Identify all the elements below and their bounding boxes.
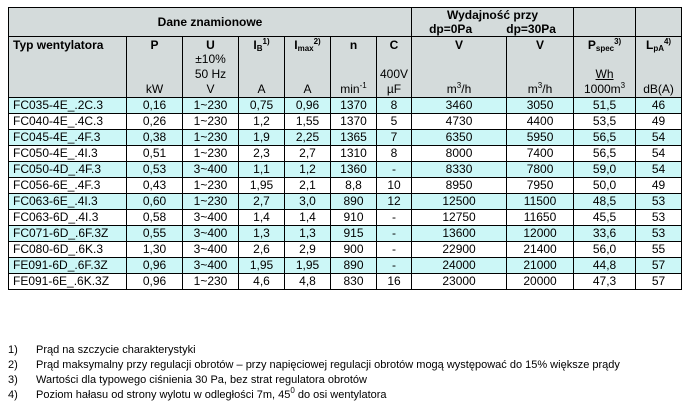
fan-spec-table: [8, 7, 682, 290]
cell-ib: 1,4: [239, 210, 285, 226]
cell-n: 1365: [331, 130, 377, 146]
cell-n: 1370: [331, 98, 377, 114]
footnotes: [8, 343, 620, 403]
cell-v0: 3460: [412, 98, 507, 114]
cell-ib: 2,6: [239, 242, 285, 258]
dp0-label: dp=0Pa: [429, 22, 473, 36]
col-p: P: [127, 37, 183, 53]
unit-u: [183, 52, 239, 98]
cell-pspec: 59,0: [574, 162, 636, 178]
unit-v0: $m^3/h$: [412, 52, 507, 98]
unit-u-tolerance: ±10%: [195, 52, 226, 66]
cell-pspec: 56,0: [574, 242, 636, 258]
cell-v30: 5950: [507, 130, 574, 146]
cell-pspec: 33,6: [574, 226, 636, 242]
cell-ib: 0,75: [239, 98, 285, 114]
cell-p: 0,51: [127, 146, 183, 162]
cell-v0: 13600: [412, 226, 507, 242]
cell-v0: 12500: [412, 194, 507, 210]
cell-v30: 7400: [507, 146, 574, 162]
cell-v30: 21400: [507, 242, 574, 258]
cell-p: 0,96: [127, 274, 183, 290]
cell-pspec: 45,5: [574, 210, 636, 226]
cell-c: -: [377, 242, 412, 258]
cell-type: FC063-6D_.4I.3: [9, 210, 127, 226]
cell-c: 8: [377, 146, 412, 162]
col-n: n: [331, 37, 377, 53]
cell-ib: 2,7: [239, 194, 285, 210]
cell-n: 900: [331, 242, 377, 258]
cell-u: 1~230: [183, 194, 239, 210]
cell-ib: 1,95: [239, 258, 285, 274]
header-blank-lpa: [636, 8, 682, 37]
cell-n: 1370: [331, 114, 377, 130]
cell-v0: 6350: [412, 130, 507, 146]
cell-lpa: 54: [636, 162, 682, 178]
cell-lpa: 57: [636, 258, 682, 274]
cell-pspec: 47,3: [574, 274, 636, 290]
cell-v0: 23000: [412, 274, 507, 290]
cell-n: 830: [331, 274, 377, 290]
cell-v0: 8000: [412, 146, 507, 162]
unit-u-frequency: 50 Hz: [194, 67, 227, 81]
cell-ib: 1,2: [239, 114, 285, 130]
col-u: U: [183, 37, 239, 53]
cell-p: 0,26: [127, 114, 183, 130]
unit-lpa: dB(A): [636, 52, 682, 98]
table-row: [9, 178, 682, 194]
cell-ib: 4,6: [239, 274, 285, 290]
dp30-label: dp=30Pa: [506, 22, 556, 36]
cell-imax: 1,4: [285, 210, 331, 226]
cell-p: 0,53: [127, 162, 183, 178]
cell-p: 0,55: [127, 226, 183, 242]
cell-imax: 2,25: [285, 130, 331, 146]
cell-type: FC050-4E_.4I.3: [9, 146, 127, 162]
cell-p: 0,60: [127, 194, 183, 210]
cell-imax: 2,1: [285, 178, 331, 194]
cell-ib: 1,9: [239, 130, 285, 146]
cell-u: 3~400: [183, 162, 239, 178]
cell-v30: 3050: [507, 98, 574, 114]
units-row: [9, 52, 682, 98]
cell-type: FC050-4D_.4F.3: [9, 162, 127, 178]
col-v0: V: [412, 37, 507, 53]
table-row: [9, 162, 682, 178]
cell-lpa: 53: [636, 210, 682, 226]
cell-p: 0,38: [127, 130, 183, 146]
cell-imax: 1,3: [285, 226, 331, 242]
cell-u: 1~230: [183, 130, 239, 146]
footnote: 2) Prąd maksymalny przy regulacji obrotów – przy napięciowej regulacji obrotów mogą występować do 15% większe prądy: [8, 359, 620, 371]
unit-pspec-numerator: Wh: [595, 67, 614, 81]
cell-pspec: 53,5: [574, 114, 636, 130]
cell-u: 3~400: [183, 242, 239, 258]
cell-v30: 7950: [507, 178, 574, 194]
unit-u-volt: V: [206, 82, 215, 96]
cell-v0: 8950: [412, 178, 507, 194]
cell-v30: 11650: [507, 210, 574, 226]
cell-imax: 4,8: [285, 274, 331, 290]
cell-n: 910: [331, 210, 377, 226]
unit-c-volt: 400V: [380, 67, 409, 81]
col-c: C: [377, 37, 412, 53]
col-type: Typ wentylatora: [9, 37, 127, 53]
cell-c: -: [377, 162, 412, 178]
cell-imax: 1,2: [285, 162, 331, 178]
cell-pspec: 51,5: [574, 98, 636, 114]
cell-c: 16: [377, 274, 412, 290]
cell-n: 890: [331, 258, 377, 274]
unit-c-farad: µF: [386, 82, 402, 96]
cell-lpa: 54: [636, 146, 682, 162]
cell-u: 3~400: [183, 226, 239, 242]
cell-v0: 22900: [412, 242, 507, 258]
unit-imax: A: [285, 52, 331, 98]
cell-p: 0,96: [127, 258, 183, 274]
table-row: [9, 194, 682, 210]
group-nameplate: Dane znamionowe: [9, 8, 412, 37]
cell-imax: 2,9: [285, 242, 331, 258]
cell-pspec: 48,5: [574, 194, 636, 210]
cell-imax: 1,95: [285, 258, 331, 274]
table-row: [9, 242, 682, 258]
cell-type: FC080-6D_.6K.3: [9, 242, 127, 258]
column-header-row: [9, 37, 682, 53]
col-v30: V: [507, 37, 574, 53]
table-row: [9, 226, 682, 242]
cell-v0: 4730: [412, 114, 507, 130]
table-row: [9, 274, 682, 290]
col-ib: $I_B^{1)}$: [239, 37, 285, 53]
cell-lpa: 55: [636, 242, 682, 258]
cell-lpa: 57: [636, 274, 682, 290]
cell-pspec: 56,5: [574, 130, 636, 146]
cell-v30: 7800: [507, 162, 574, 178]
table-row: [9, 258, 682, 274]
cell-u: 1~230: [183, 146, 239, 162]
unit-ib: A: [239, 52, 285, 98]
cell-type: FC035-4E_.2C.3: [9, 98, 127, 114]
cell-n: 915: [331, 226, 377, 242]
footnote: 4) Poziom hałasu od strony wylotu w odległości 7m, $45^0$ do osi wentylatora: [8, 386, 387, 401]
cell-lpa: 53: [636, 226, 682, 242]
cell-type: FC071-6D_.6F.3Z: [9, 226, 127, 242]
cell-pspec: 56,5: [574, 146, 636, 162]
cell-c: -: [377, 226, 412, 242]
cell-lpa: 49: [636, 178, 682, 194]
cell-u: 1~230: [183, 114, 239, 130]
unit-v30: $m^3/h$: [507, 52, 574, 98]
cell-u: 1~230: [183, 274, 239, 290]
cell-u: 3~400: [183, 210, 239, 226]
cell-p: 0,58: [127, 210, 183, 226]
cell-c: 7: [377, 130, 412, 146]
cell-ib: 1,95: [239, 178, 285, 194]
cell-c: 5: [377, 114, 412, 130]
cell-imax: 1,55: [285, 114, 331, 130]
cell-v30: 21000: [507, 258, 574, 274]
cell-v0: 24000: [412, 258, 507, 274]
footnote: 3) Wartości dla typowego ciśnienia 30 Pa, bez strat regulatora obrotów: [8, 374, 367, 386]
table-row: [9, 98, 682, 114]
cell-type: FC063-6E_.4I.3: [9, 194, 127, 210]
performance-title: Wydajność przy: [446, 8, 539, 22]
cell-type: FC045-4E_.4F.3: [9, 130, 127, 146]
group-performance: [412, 8, 574, 37]
table-row: [9, 146, 682, 162]
cell-n: 8,8: [331, 178, 377, 194]
cell-p: 0,16: [127, 98, 183, 114]
cell-imax: 2,7: [285, 146, 331, 162]
cell-lpa: 54: [636, 130, 682, 146]
unit-c: [377, 52, 412, 98]
footnote: 1) Prąd na szczycie charakterystyki: [8, 344, 196, 356]
cell-n: 890: [331, 194, 377, 210]
unit-pspec-denominator: $1000m^3$: [583, 81, 626, 96]
col-lpa: $L_{pA}^{4)}$: [636, 37, 682, 53]
cell-v0: 12750: [412, 210, 507, 226]
unit-p: kW: [127, 52, 183, 98]
cell-u: 1~230: [183, 98, 239, 114]
cell-c: 8: [377, 98, 412, 114]
cell-v30: 20000: [507, 274, 574, 290]
cell-u: 1~230: [183, 178, 239, 194]
cell-c: -: [377, 210, 412, 226]
cell-pspec: 50,0: [574, 178, 636, 194]
cell-type: FC040-4E_.4C.3: [9, 114, 127, 130]
header-group-row: [9, 8, 682, 37]
cell-ib: 1,1: [239, 162, 285, 178]
cell-c: -: [377, 258, 412, 274]
unit-n: $\min^{-1}$: [331, 52, 377, 98]
cell-lpa: 53: [636, 194, 682, 210]
cell-p: 0,43: [127, 178, 183, 194]
cell-ib: 1,3: [239, 226, 285, 242]
header-blank-pspec: [574, 8, 636, 37]
cell-pspec: 44,8: [574, 258, 636, 274]
cell-c: 10: [377, 178, 412, 194]
cell-type: FC056-6E_.4F.3: [9, 178, 127, 194]
cell-lpa: 49: [636, 114, 682, 130]
cell-u: 3~400: [183, 258, 239, 274]
cell-lpa: 46: [636, 98, 682, 114]
table-row: [9, 130, 682, 146]
cell-ib: 2,3: [239, 146, 285, 162]
unit-type: [9, 52, 127, 98]
col-pspec: $P_{spec}^{3)}$: [574, 37, 636, 53]
cell-v30: 12000: [507, 226, 574, 242]
cell-imax: 0,96: [285, 98, 331, 114]
cell-p: 1,30: [127, 242, 183, 258]
cell-c: 12: [377, 194, 412, 210]
cell-v30: 4400: [507, 114, 574, 130]
cell-type: FE091-6E_.6K.3Z: [9, 274, 127, 290]
table-row: [9, 210, 682, 226]
cell-v30: 11500: [507, 194, 574, 210]
cell-n: 1310: [331, 146, 377, 162]
col-imax: $I_{max}^{2)}$: [285, 37, 331, 53]
cell-imax: 3,0: [285, 194, 331, 210]
cell-type: FE091-6D_.6F.3Z: [9, 258, 127, 274]
table-row: [9, 114, 682, 130]
table-body: [9, 98, 682, 290]
unit-pspec: [574, 52, 636, 98]
cell-v0: 8330: [412, 162, 507, 178]
cell-n: 1360: [331, 162, 377, 178]
